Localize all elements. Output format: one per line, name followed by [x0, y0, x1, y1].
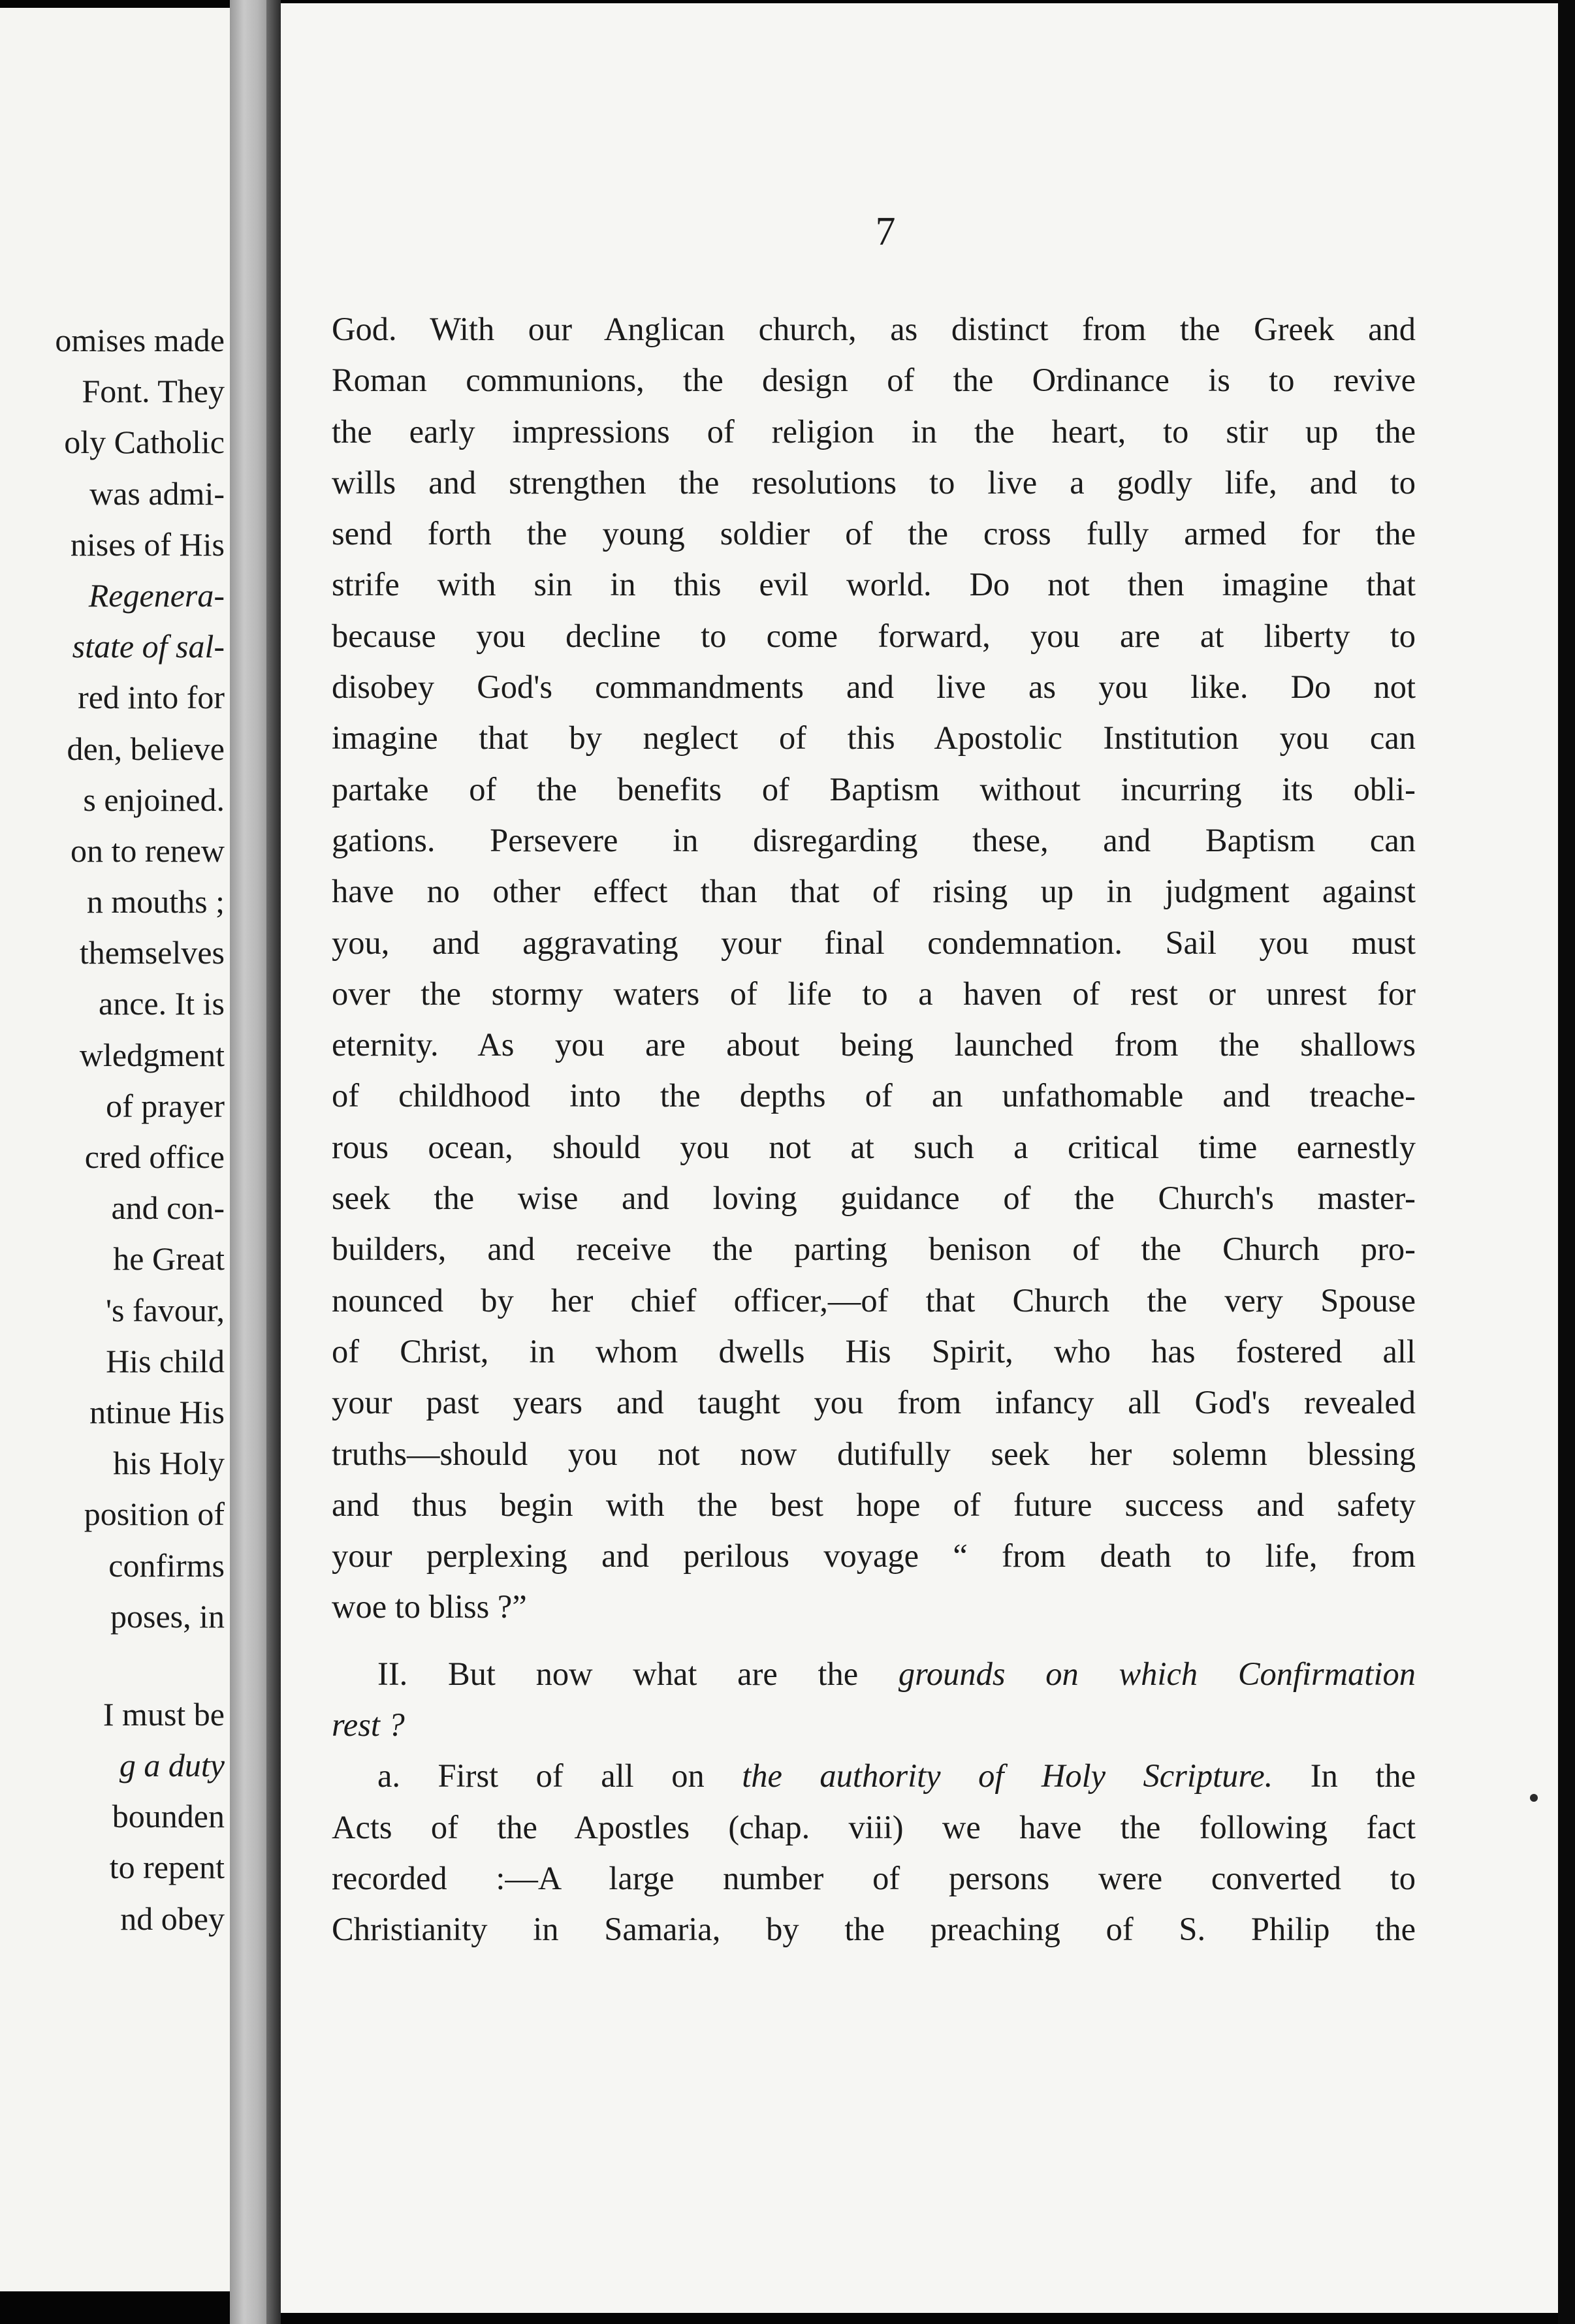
text-line: nounced by her chief officer,—of that Church the very Spouse	[332, 1281, 1416, 1319]
facing-line: and con-	[111, 1189, 225, 1227]
text-line: Christianity in Samaria, by the preaching of S. Philip the	[332, 1911, 1416, 1948]
section-heading-line	[332, 1648, 1416, 1699]
facing-line: n mouths ;	[86, 883, 225, 920]
facing-line: omises made	[55, 322, 225, 358]
facing-line: poses, in	[110, 1597, 225, 1635]
main-page	[281, 3, 1558, 2313]
facing-line: s enjoined.	[83, 781, 225, 818]
text-line: disobey God's commandments and live as you like. Do not	[332, 668, 1416, 706]
facing-line: nises of His	[70, 526, 225, 563]
text-line: God. With our Anglican church, as distinct from the Greek and	[332, 311, 1416, 347]
facing-line: g a duty	[119, 1747, 225, 1784]
page-edge-shadow	[1558, 0, 1575, 2324]
section-heading-end: rest ?	[332, 1706, 405, 1744]
facing-line: ance. It is	[99, 985, 225, 1022]
text-line: send forth the young soldier of the cross fully armed for the	[332, 515, 1416, 552]
facing-line: of prayer	[106, 1087, 225, 1124]
text-line: the early impressions of religion in the heart, to stir up the	[332, 413, 1416, 450]
facing-line: oly Catholic	[64, 424, 225, 461]
text-line: recorded :—A large number of persons were converted to	[332, 1859, 1416, 1896]
facing-line: I must be	[103, 1695, 225, 1733]
margin-speck	[1530, 1794, 1538, 1802]
text-line: rous ocean, should you not at such a critical time earnestly	[332, 1128, 1416, 1165]
text-line: have no other effect than that of rising up in judgment against	[332, 873, 1416, 910]
text-line: of Christ, in whom dwells His Spirit, who has fostered all	[332, 1332, 1416, 1370]
facing-line: red into for	[78, 679, 225, 716]
facing-line: to repent	[109, 1849, 225, 1886]
spine-shadow	[266, 0, 281, 2324]
text-line: partake of the benefits of Baptism without incurring its obli-	[332, 770, 1416, 808]
facing-line: Regenera-	[88, 576, 225, 614]
facing-line: was admi-	[89, 475, 225, 512]
facing-line: cred office	[84, 1138, 225, 1175]
facing-line: he Great	[113, 1240, 225, 1278]
facing-line: den, believe	[67, 730, 225, 767]
text-line: truths—should you not now dutifully seek her solemn blessing	[332, 1435, 1416, 1472]
body-text	[332, 304, 1416, 1955]
text-line: you, and aggravating your final condemnation. Sail you must	[332, 924, 1416, 961]
text-line: gations. Persevere in disregarding these, and Baptism can	[332, 821, 1416, 858]
text-line: eternity. As you are about being launched from the shallows	[332, 1026, 1416, 1063]
facing-page-text	[55, 315, 225, 1944]
text-line: wills and strengthen the resolutions to live a godly life, and to	[332, 463, 1416, 501]
facing-line: ntinue His	[89, 1393, 225, 1430]
facing-line: bounden	[112, 1798, 225, 1835]
text-line: strife with sin in this evil world. Do not then imagine that	[332, 566, 1416, 603]
facing-line: nd obey	[120, 1900, 225, 1937]
text-line: of childhood into the depths of an unfathomable and treache-	[332, 1077, 1416, 1114]
facing-line: position of	[84, 1496, 225, 1533]
text-line: your perplexing and perilous voyage “ from death to life, from	[332, 1537, 1416, 1575]
facing-line: His child	[106, 1342, 225, 1379]
page-number: 7	[875, 210, 896, 254]
facing-line: wledgment	[79, 1036, 225, 1073]
section-italic: grounds on which Confirmation	[898, 1655, 1416, 1692]
para-a-first-line	[332, 1750, 1416, 1801]
facing-line: confirms	[108, 1547, 225, 1584]
facing-page	[0, 8, 230, 2291]
facing-line: his Holy	[113, 1445, 225, 1482]
para-a-italic: the authority of Holy Scripture.	[742, 1757, 1273, 1795]
text-line: because you decline to come forward, you are at liberty to	[332, 617, 1416, 654]
text-line: woe to bliss ?”	[332, 1588, 527, 1625]
text-line: Acts of the Apostles (chap. viii) we have the following fact	[332, 1808, 1416, 1845]
facing-line: themselves	[79, 934, 225, 971]
para-a-tail: In the	[1310, 1757, 1416, 1795]
text-line: Roman communions, the design of the Ordinance is to revive	[332, 362, 1416, 399]
text-line: your past years and taught you from infancy all God's revealed	[332, 1384, 1416, 1421]
text-line: imagine that by neglect of this Apostolic Institution you can	[332, 719, 1416, 757]
text-line: over the stormy waters of life to a haven of rest or unrest for	[332, 975, 1416, 1012]
facing-line: Font. They	[82, 373, 225, 410]
section-lead: II. But now what are the	[377, 1655, 859, 1692]
text-line: seek the wise and loving guidance of the Church's master-	[332, 1180, 1416, 1217]
text-line: builders, and receive the parting benison of the Church pro-	[332, 1231, 1416, 1268]
para-a-lead: a. First of all on	[377, 1757, 705, 1795]
facing-line: on to renew	[70, 832, 225, 869]
facing-line: 's favour,	[106, 1291, 225, 1328]
facing-line: state of sal-	[72, 628, 225, 665]
text-line: and thus begin with the best hope of future success and safety	[332, 1486, 1416, 1523]
